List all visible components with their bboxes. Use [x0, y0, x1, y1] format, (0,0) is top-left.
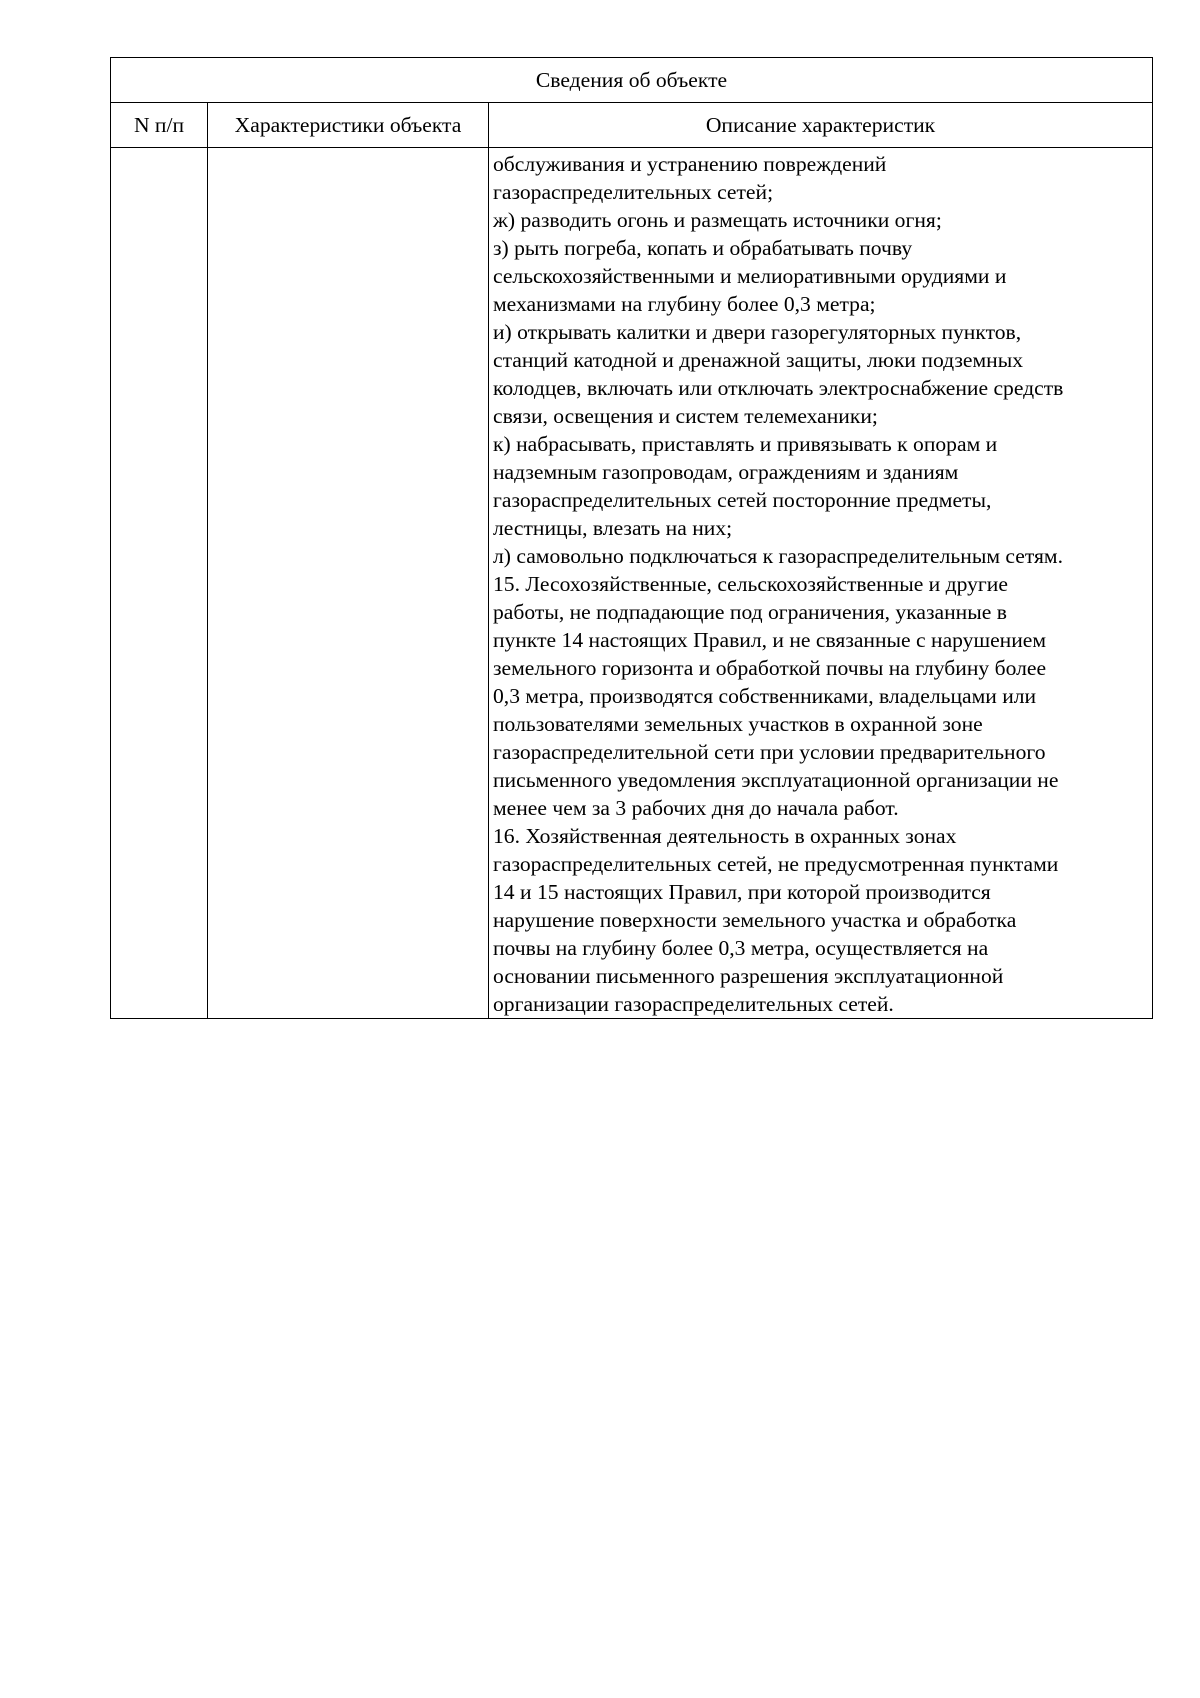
- description-line: пользователями земельных участков в охранной зоне: [493, 712, 983, 736]
- description-line: нарушение поверхности земельного участка и обработка: [493, 908, 1017, 932]
- description-line: связи, освещения и систем телемеханики;: [493, 404, 878, 428]
- characteristics-cell: [208, 148, 489, 1019]
- description-line: л) самовольно подключаться к газораспределительным сетям.: [493, 544, 1063, 568]
- description-line: надземным газопроводам, ограждениям и зданиям: [493, 460, 959, 484]
- description-line: 14 и 15 настоящих Правил, при которой производится: [493, 880, 991, 904]
- description-line: ж) разводить огонь и размещать источники огня;: [493, 208, 942, 232]
- table-title-row: [111, 58, 1153, 103]
- description-line: станций катодной и дренажной защиты, люки подземных: [493, 348, 1024, 372]
- description-line: земельного горизонта и обработкой почвы на глубину более: [493, 656, 1047, 680]
- description-line: 15. Лесохозяйственные, сельскохозяйственные и другие: [493, 572, 1008, 596]
- description-line: работы, не подпадающие под ограничения, указанные в: [493, 600, 1007, 624]
- description-line: з) рыть погреба, копать и обрабатывать почву: [493, 236, 913, 260]
- description-line: основании письменного разрешения эксплуатационной: [493, 964, 1004, 988]
- description-line: 0,3 метра, производятся собственниками, владельцами или: [493, 684, 1037, 708]
- description-line: газораспределительных сетей, не предусмотренная пунктами: [493, 852, 1059, 876]
- table-header-row: [111, 103, 1153, 148]
- description-line: к) набрасывать, приставлять и привязывать к опорам и: [493, 432, 998, 456]
- description-line: организации газораспределительных сетей.: [493, 992, 894, 1016]
- header-number: N п/п: [111, 103, 208, 148]
- number-cell: [111, 148, 208, 1019]
- description-line: почвы на глубину более 0,3 метра, осуществляется на: [493, 936, 989, 960]
- description-line: газораспределительной сети при условии предварительного: [493, 740, 1046, 764]
- description-line: лестницы, влезать на них;: [493, 516, 733, 540]
- header-characteristics: Характеристики объекта: [208, 103, 489, 148]
- description-line: газораспределительных сетей посторонние предметы,: [493, 488, 992, 512]
- description-line: письменного уведомления эксплуатационной организации не: [493, 768, 1059, 792]
- object-info-table: [110, 57, 1153, 1019]
- description-line: 16. Хозяйственная деятельность в охранных зонах: [493, 824, 957, 848]
- table-row: [111, 148, 1153, 1019]
- description-line: механизмами на глубину более 0,3 метра;: [493, 292, 876, 316]
- header-description: Описание характеристик: [489, 103, 1153, 148]
- description-line: колодцев, включать или отключать электроснабжение средств: [493, 376, 1064, 400]
- description-line: и) открывать калитки и двери газорегуляторных пунктов,: [493, 320, 1022, 344]
- description-cell: [489, 148, 1153, 1019]
- table-title: Сведения об объекте: [111, 58, 1153, 103]
- description-line: пункте 14 настоящих Правил, и не связанные с нарушением: [493, 628, 1047, 652]
- description-line: сельскохозяйственными и мелиоративными орудиями и: [493, 264, 1007, 288]
- description-line: газораспределительных сетей;: [493, 180, 774, 204]
- description-line: менее чем за 3 рабочих дня до начала работ.: [493, 796, 899, 820]
- description-line: обслуживания и устранению повреждений: [493, 152, 887, 176]
